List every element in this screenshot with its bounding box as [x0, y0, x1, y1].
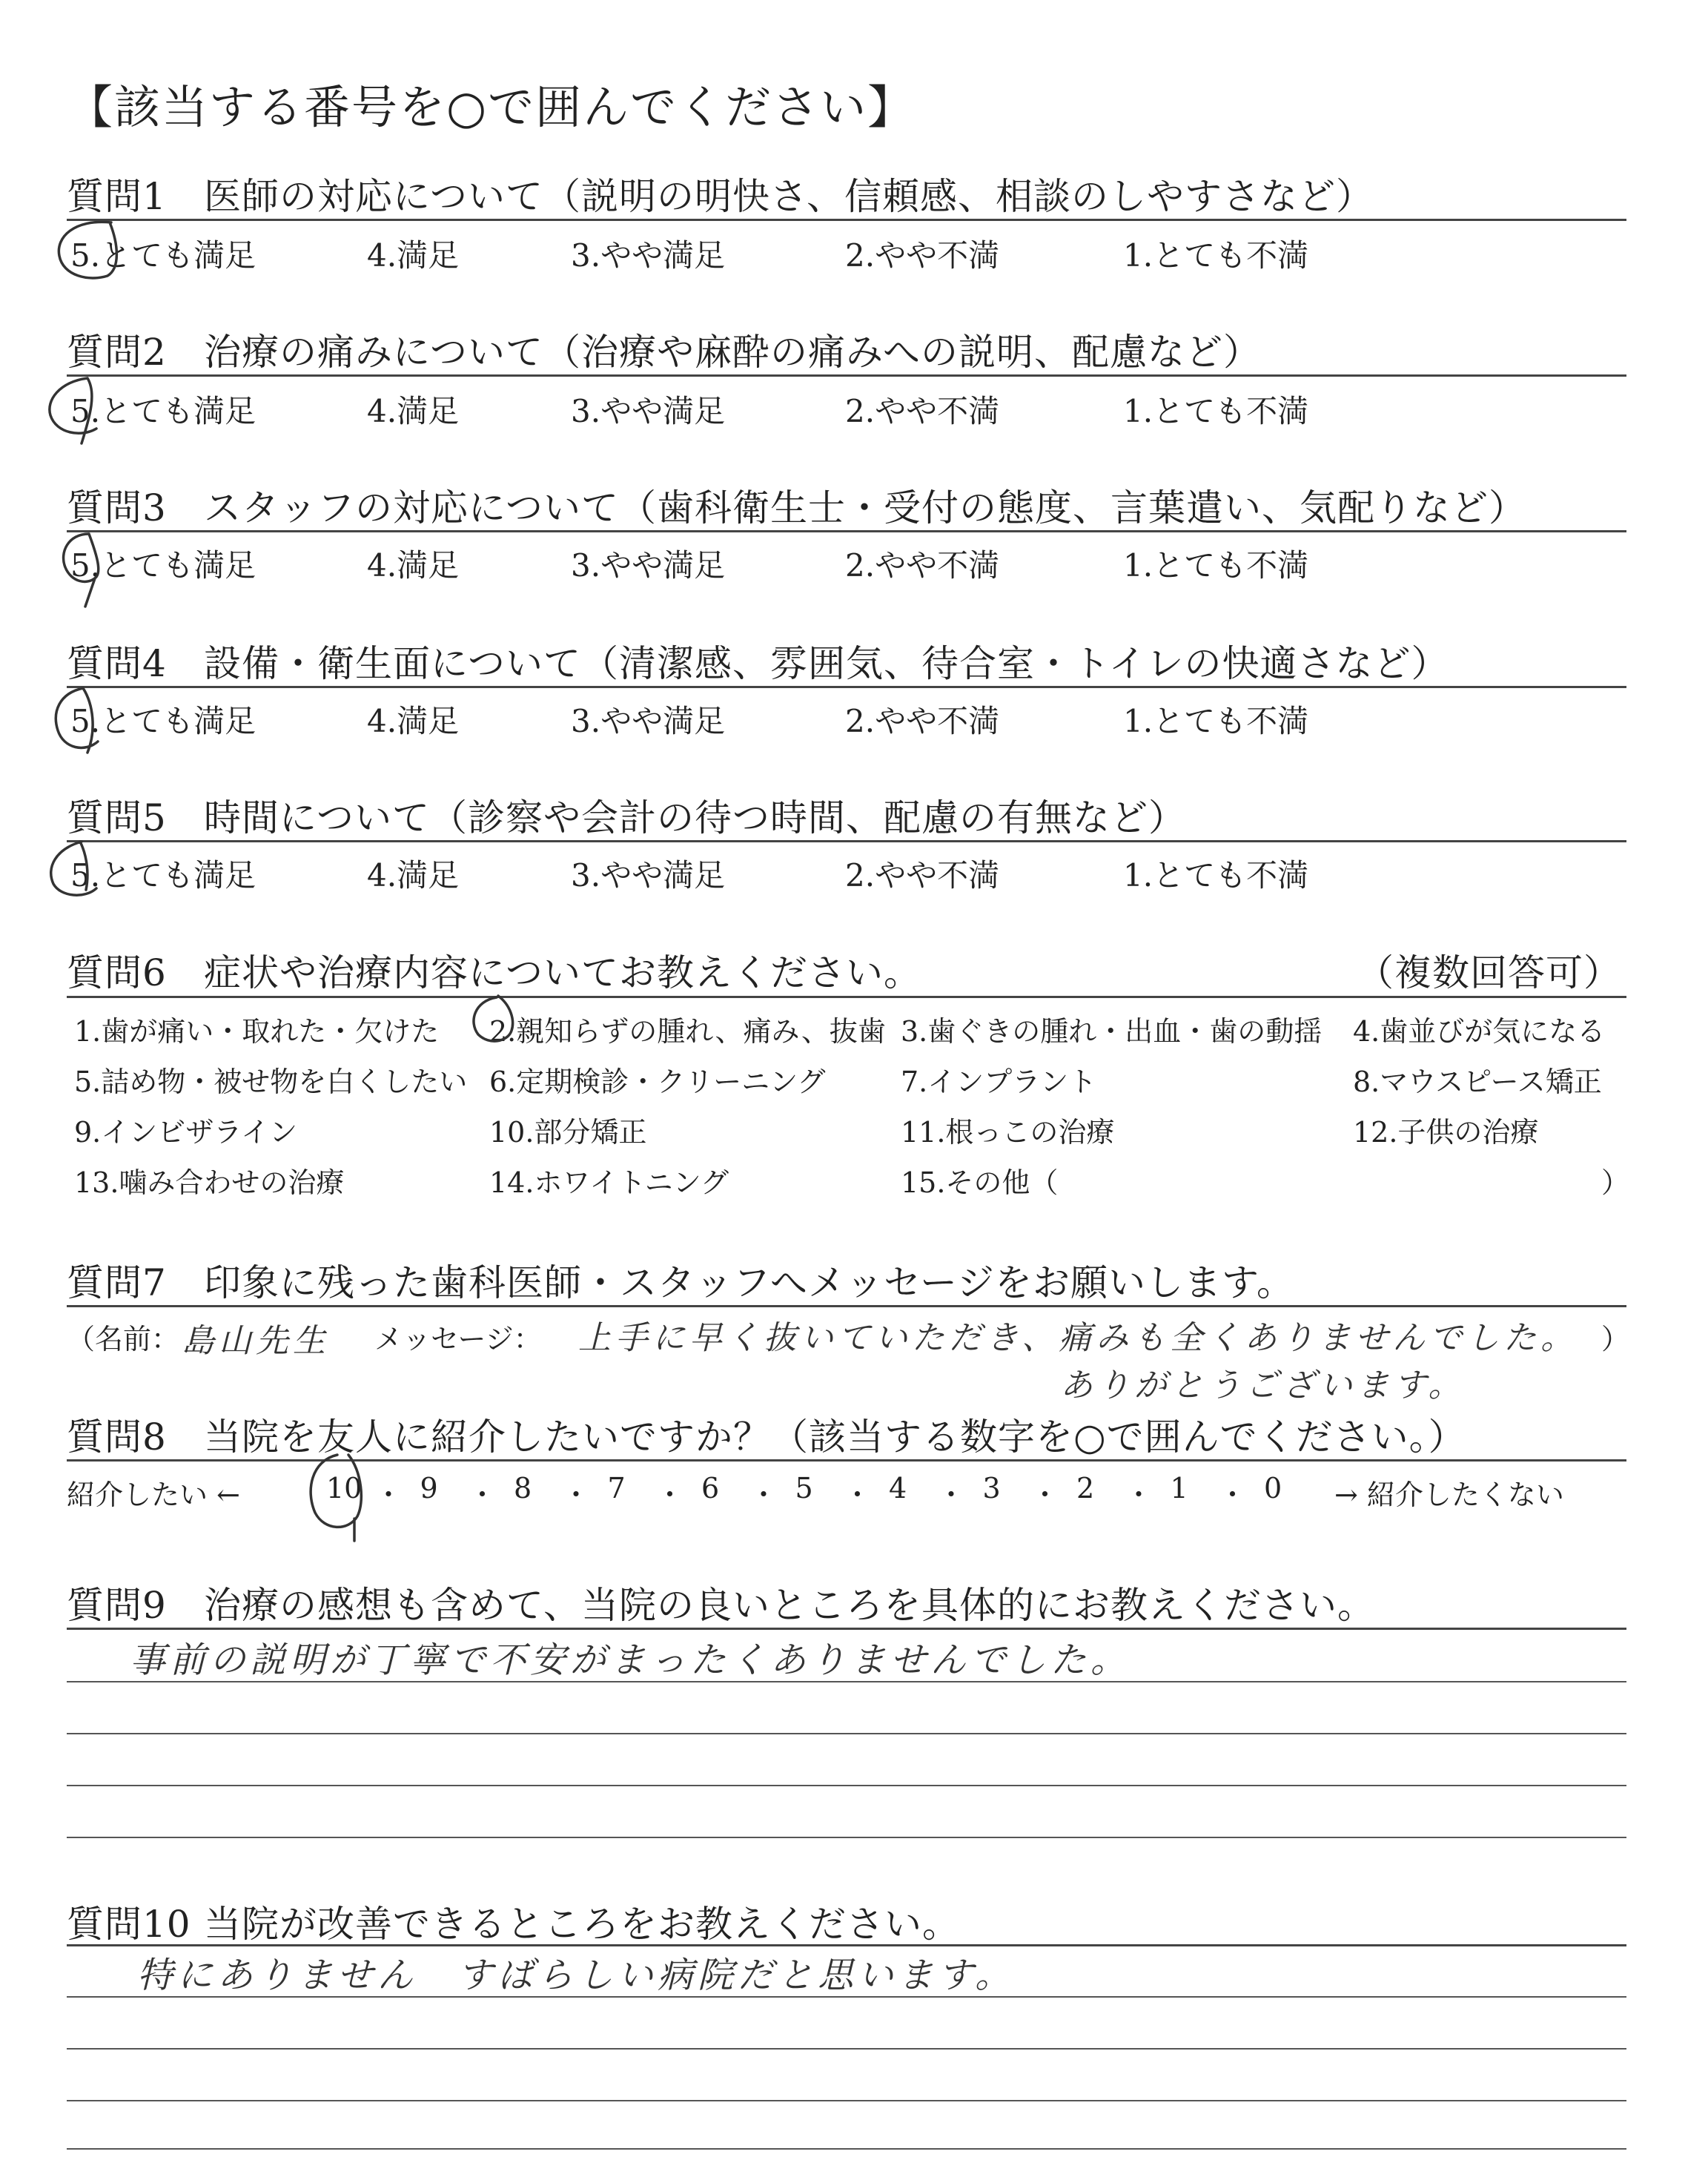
scale-value-0[interactable]: 0 — [1264, 1472, 1282, 1505]
name-label: （名前： — [67, 1323, 180, 1355]
option-2[interactable]: 2.やや不満 — [845, 237, 1000, 274]
option-1[interactable]: 1.とても不満 — [1123, 237, 1309, 274]
scale-value-7[interactable]: 7 — [607, 1472, 626, 1505]
question-text: 時間について（診察や会計の待つ時間、配慮の有無など） — [204, 796, 1186, 839]
question-number: 質問9 — [67, 1584, 167, 1627]
scale-separator: ・ — [655, 1479, 684, 1511]
scale-separator: ・ — [1218, 1479, 1247, 1511]
option-5[interactable]: 5.とても満足 — [70, 393, 256, 429]
scale-separator: ・ — [749, 1479, 778, 1511]
option-4[interactable]: 4.満足 — [367, 857, 460, 894]
multi-answer-note: （複数回答可） — [1357, 951, 1621, 994]
question-number: 質問1 — [67, 175, 167, 218]
question-number: 質問6 — [67, 951, 167, 994]
selection-circle — [50, 378, 96, 443]
question-number: 質問10 — [67, 1903, 191, 1946]
message-line-2[interactable]: ありがとうございます。 — [1060, 1367, 1466, 1404]
scale-value-1[interactable]: 1 — [1170, 1472, 1188, 1505]
page-title: 【該当する番号を○で囲んでください】 — [67, 80, 916, 134]
scale-value-9[interactable]: 9 — [420, 1472, 438, 1505]
symptom-option[interactable]: 12.子供の治療 — [1353, 1116, 1539, 1149]
question-text: 当院を友人に紹介したいですか？（該当する数字を○で囲んでください。） — [204, 1416, 1466, 1459]
option-4[interactable]: 4.満足 — [367, 547, 460, 584]
option-4[interactable]: 4.満足 — [367, 393, 460, 429]
scale-separator: ・ — [843, 1479, 872, 1511]
option-1[interactable]: 1.とても不満 — [1123, 703, 1309, 739]
question-text: 設備・衛生面について（清潔感、雰囲気、待合室・トイレの快適さなど） — [204, 642, 1449, 685]
improvement-answer[interactable]: 特にありません すばらしい病院だと思います。 — [137, 1955, 1016, 1996]
question-text: 印象に残った歯科医師・スタッフへメッセージをお願いします。 — [204, 1261, 1294, 1304]
question-number: 質問4 — [67, 642, 167, 685]
symptom-option[interactable]: 6.定期検診・クリーニング — [489, 1066, 826, 1098]
scale-separator: ・ — [468, 1479, 497, 1511]
good-points-answer[interactable]: 事前の説明が丁寧で不安がまったくありませんでした。 — [130, 1639, 1131, 1681]
option-5[interactable]: 5.とても満足 — [70, 237, 256, 274]
question-text: 医師の対応について（説明の明快さ、信頼感、相談のしやすさなど） — [204, 175, 1374, 218]
symptom-option[interactable]: 4.歯並びが気になる — [1353, 1015, 1606, 1048]
option-1[interactable]: 1.とても不満 — [1123, 547, 1309, 584]
question-number: 質問5 — [67, 796, 167, 839]
symptom-option[interactable]: 10.部分矯正 — [489, 1116, 647, 1149]
scale-value-6[interactable]: 6 — [701, 1472, 720, 1505]
message-close-paren: ） — [1601, 1323, 1630, 1355]
question-number: 質問2 — [67, 331, 167, 374]
scale-separator: ・ — [1030, 1479, 1059, 1511]
symptom-option[interactable]: 14.ホワイトニング — [489, 1166, 729, 1199]
symptom-option[interactable]: 9.インビザライン — [74, 1116, 298, 1149]
scale-separator: ・ — [937, 1479, 966, 1511]
scale-separator: ・ — [374, 1479, 403, 1511]
scale-separator: ・ — [1125, 1479, 1153, 1511]
symptom-option[interactable]: 11.根っこの治療 — [901, 1116, 1115, 1149]
question-text: 当院が改善できるところをお教えください。 — [204, 1903, 960, 1946]
option-3[interactable]: 3.やや満足 — [571, 703, 726, 739]
option-2[interactable]: 2.やや不満 — [845, 547, 1000, 584]
scale-value-3[interactable]: 3 — [982, 1472, 1001, 1505]
symptom-option[interactable]: 3.歯ぐきの腫れ・出血・歯の動揺 — [901, 1015, 1323, 1048]
scale-value-2[interactable]: 2 — [1076, 1472, 1095, 1505]
question-number: 質問7 — [67, 1261, 167, 1304]
question-number: 質問8 — [67, 1416, 167, 1459]
question-text: スタッフの対応について（歯科衛生士・受付の態度、言葉遣い、気配りなど） — [204, 486, 1526, 529]
option-5[interactable]: 5.とても満足 — [70, 703, 256, 739]
selection-circle — [64, 534, 99, 607]
scale-value-8[interactable]: 8 — [514, 1472, 532, 1505]
recommend-label: 紹介したい ← — [67, 1479, 240, 1511]
message-label: メッセージ： — [374, 1323, 542, 1355]
other-close-paren: ） — [1601, 1166, 1630, 1199]
option-4[interactable]: 4.満足 — [367, 703, 460, 739]
selection-circle — [51, 842, 96, 895]
symptom-option[interactable]: 5.詰め物・被せ物を白くしたい — [74, 1066, 468, 1098]
symptom-option[interactable]: 13.噛み合わせの治療 — [74, 1166, 345, 1199]
option-1[interactable]: 1.とても不満 — [1123, 857, 1309, 894]
option-3[interactable]: 3.やや満足 — [571, 547, 726, 584]
name-value[interactable]: 島山先生 — [182, 1322, 330, 1360]
option-2[interactable]: 2.やや不満 — [845, 857, 1000, 894]
symptom-option[interactable]: 2.親知らずの腫れ、痛み、抜歯 — [489, 1015, 886, 1048]
symptom-option[interactable]: 8.マウスピース矯正 — [1353, 1066, 1602, 1098]
selection-circle — [56, 688, 98, 753]
scale-value-4[interactable]: 4 — [889, 1472, 907, 1505]
selection-circle — [311, 1455, 361, 1541]
option-1[interactable]: 1.とても不満 — [1123, 393, 1309, 429]
option-5[interactable]: 5.とても満足 — [70, 547, 256, 584]
selection-circle — [474, 996, 513, 1041]
option-3[interactable]: 3.やや満足 — [571, 393, 726, 429]
symptom-option[interactable]: 15.その他（ — [901, 1166, 1059, 1199]
symptom-option[interactable]: 7.インプラント — [901, 1066, 1097, 1098]
question-text: 症状や治療内容についてお教えください。 — [204, 951, 921, 994]
message-line-1[interactable]: 上手に早く抜いていただき、痛みも全くありませんでした。 — [578, 1319, 1578, 1357]
scale-value-10[interactable]: 10 — [326, 1472, 363, 1505]
symptom-option[interactable]: 1.歯が痛い・取れた・欠けた — [74, 1015, 440, 1048]
not-recommend-label: → 紹介したくない — [1334, 1479, 1564, 1511]
scale-separator: ・ — [562, 1479, 591, 1511]
option-3[interactable]: 3.やや満足 — [571, 237, 726, 274]
question-text: 治療の感想も含めて、当院の良いところを具体的にお教えください。 — [204, 1584, 1375, 1627]
question-text: 治療の痛みについて（治療や麻酔の痛みへの説明、配慮など） — [204, 331, 1261, 374]
selection-circle — [59, 222, 116, 278]
option-3[interactable]: 3.やや満足 — [571, 857, 726, 894]
option-2[interactable]: 2.やや不満 — [845, 393, 1000, 429]
scale-value-5[interactable]: 5 — [795, 1472, 813, 1505]
option-5[interactable]: 5.とても満足 — [70, 857, 256, 894]
option-2[interactable]: 2.やや不満 — [845, 703, 1000, 739]
option-4[interactable]: 4.満足 — [367, 237, 460, 274]
question-number: 質問3 — [67, 486, 167, 529]
